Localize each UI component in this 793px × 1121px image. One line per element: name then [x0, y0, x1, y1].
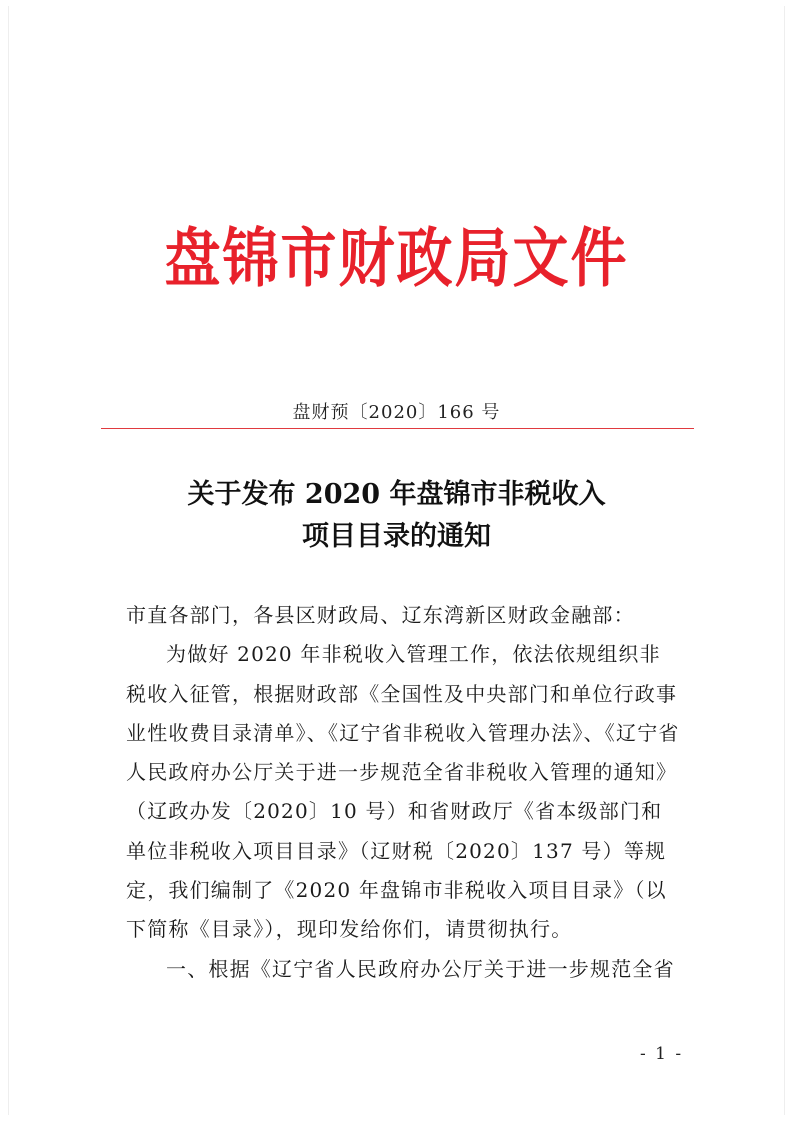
document-masthead: 盘锦市财政局文件 [164, 221, 629, 297]
salutation: 市直各部门，各县区财政局、辽东湾新区财政金融部： [126, 603, 635, 627]
document-body [126, 596, 681, 989]
paragraph-1: 为做好 2020 年非税收入管理工作，依法依规组织非税收入征管，根据财政部《全国性及中央部门和单位行政事业性收费目录清单》、《辽宁省非税收入管理办法》、《辽宁省人民政府办公厅关于进一步规范全省非税收入管理的通知》（辽政办发〔2020〕10 号）和省财政厅《省本级部门和单位非税收入项目目录》（辽财税〔2020〕137 号）等规定，我们编制了《2020 年盘锦市非税收入项目目录》（以下简称《目录》），现印发给你们，请贯彻执行。 [126, 642, 680, 942]
document-number: 盘财预〔2020〕166 号 [292, 402, 501, 423]
title-line-1: 关于发布 2020 年盘锦市非税收入 [187, 479, 606, 510]
title-line-2: 项目目录的通知 [302, 521, 491, 552]
red-divider-line [101, 428, 694, 429]
page-number: - 1 - [640, 1044, 684, 1064]
paragraph-2: 一、根据《辽宁省人民政府办公厅关于进一步规范全省 [166, 956, 675, 981]
document-title [0, 474, 793, 558]
